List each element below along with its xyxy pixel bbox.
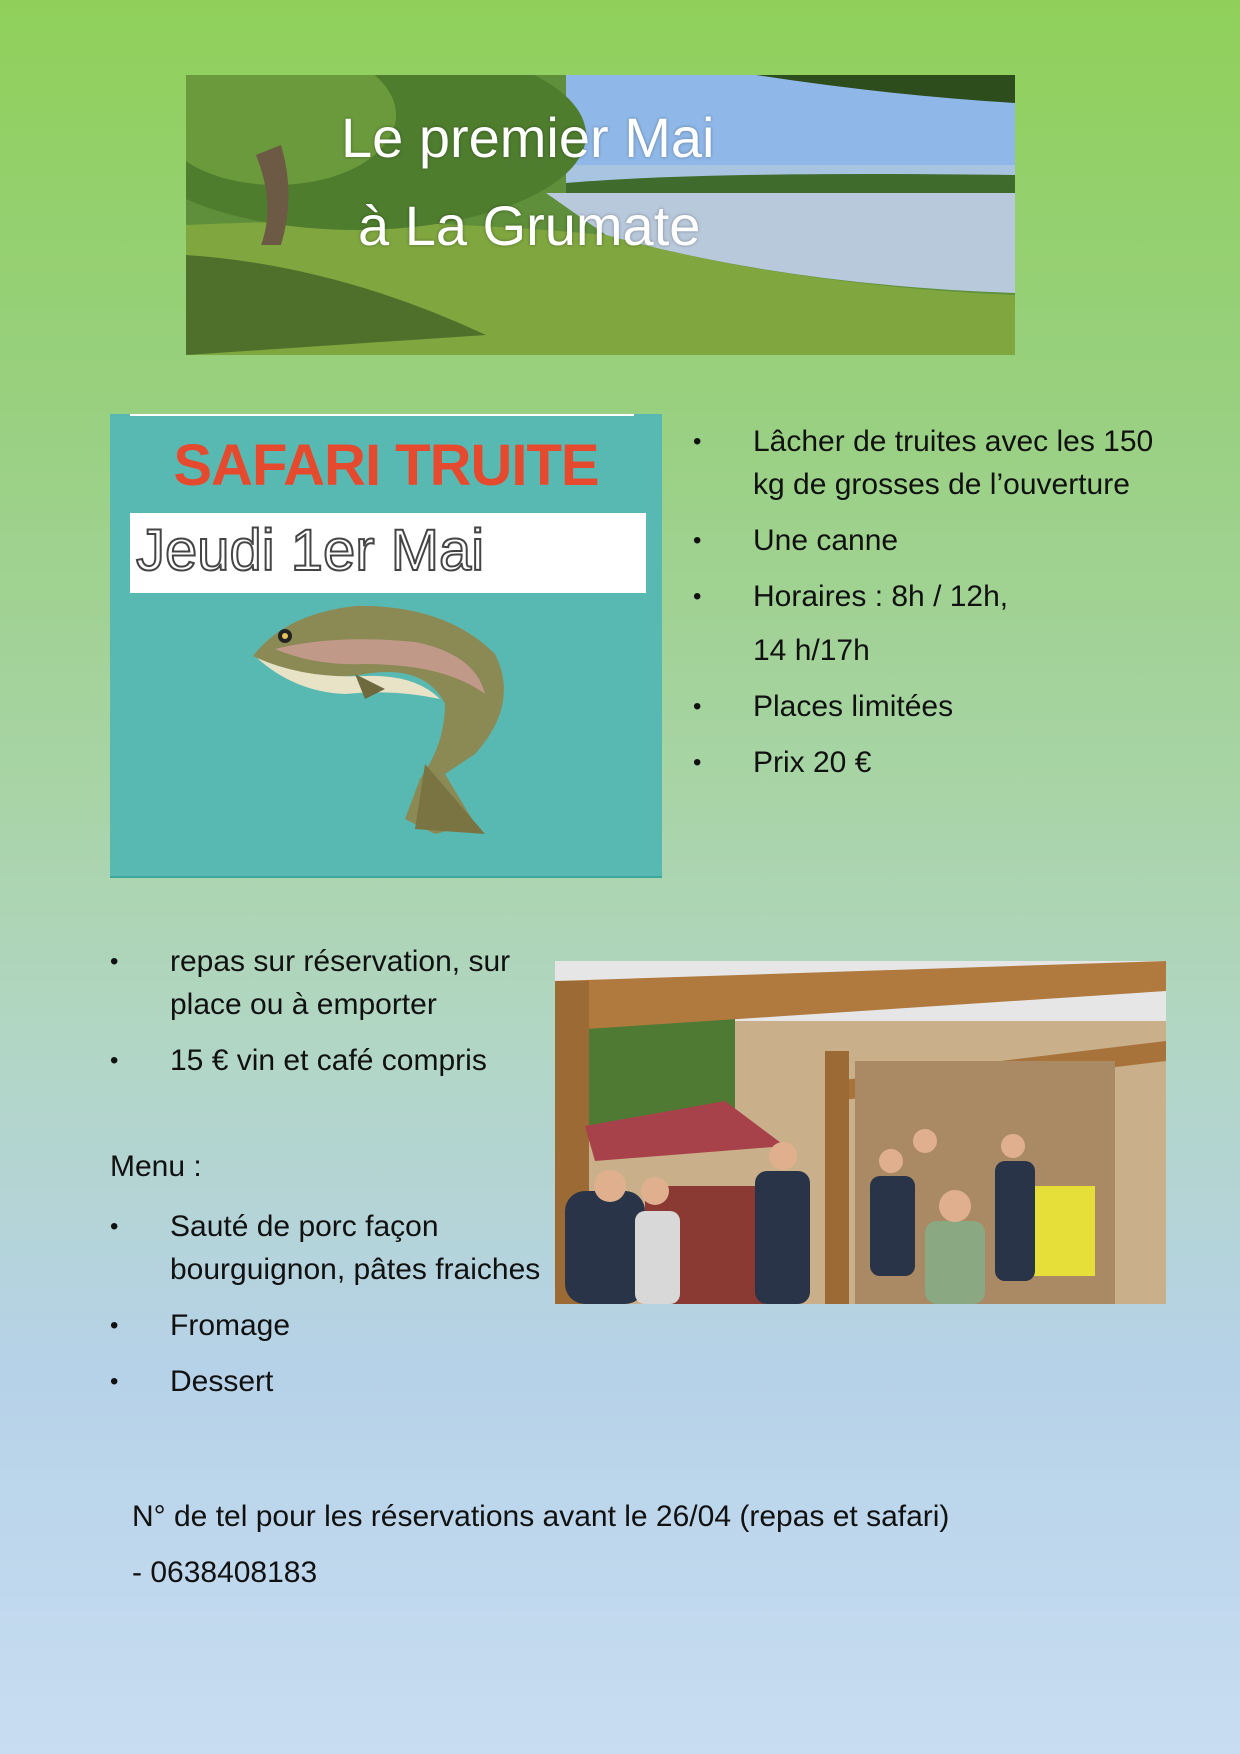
list-item [110, 1205, 550, 1291]
banner-title-line1: Le premier Mai [341, 106, 715, 169]
list-item [693, 629, 1163, 672]
bullet: • [110, 1213, 119, 1240]
list-item [110, 1039, 550, 1082]
detail-rod: Une canne [753, 524, 899, 557]
list-item [110, 1304, 550, 1347]
meal-reservation: repas sur réservation, sur place ou à emporter [170, 945, 511, 1021]
group-photo [555, 961, 1166, 1304]
bullet: • [110, 1047, 119, 1074]
list-item [693, 685, 1163, 728]
poster-date: Jeudi 1er Mai [136, 518, 485, 583]
list-item [693, 741, 1163, 784]
bullet: • [693, 693, 702, 720]
bullet: • [693, 527, 702, 554]
bullet: • [693, 749, 702, 776]
outdoor-kitchen-photo-icon [555, 961, 1166, 1304]
detail-places: Places limitées [753, 690, 954, 723]
list-item [693, 519, 1163, 562]
meal-list [110, 940, 550, 1095]
date-box [130, 513, 646, 593]
list-item [693, 575, 1163, 618]
banner-title-line2: à La Grumate [358, 194, 701, 257]
poster-title: SAFARI TRUITE [173, 433, 599, 498]
menu-dessert: Dessert [170, 1365, 274, 1398]
bullet: • [110, 948, 119, 975]
bullet: • [693, 583, 702, 610]
reservation-info: N° de tel pour les réservations avant le 26/04 (repas et safari) [132, 1500, 950, 1533]
menu-main: Sauté de porc façon bourguignon, pâtes fraiches [170, 1210, 541, 1286]
trout-fish-icon [245, 594, 525, 844]
menu-label: Menu : [110, 1150, 202, 1183]
bullet: • [693, 428, 702, 455]
menu-list [110, 1205, 550, 1416]
detail-hours: Horaires : 8h / 12h, [753, 580, 1009, 613]
bullet: • [110, 1368, 119, 1395]
phone-number: - 0638408183 [132, 1556, 318, 1589]
safari-poster [110, 414, 662, 878]
list-item [693, 420, 1163, 506]
banner-image [186, 75, 1015, 355]
detail-release: Lâcher de truites avec les 150 kg de grosses de l’ouverture [753, 425, 1154, 501]
poster-divider [130, 414, 634, 416]
menu-cheese: Fromage [170, 1309, 291, 1342]
list-item [110, 1360, 550, 1403]
bullet: • [110, 1312, 119, 1339]
detail-hours-afternoon: 14 h/17h [753, 634, 870, 667]
detail-price: Prix 20 € [753, 746, 872, 779]
list-item [110, 940, 550, 1026]
safari-details-list [693, 420, 1163, 797]
meal-price: 15 € vin et café compris [170, 1044, 487, 1077]
